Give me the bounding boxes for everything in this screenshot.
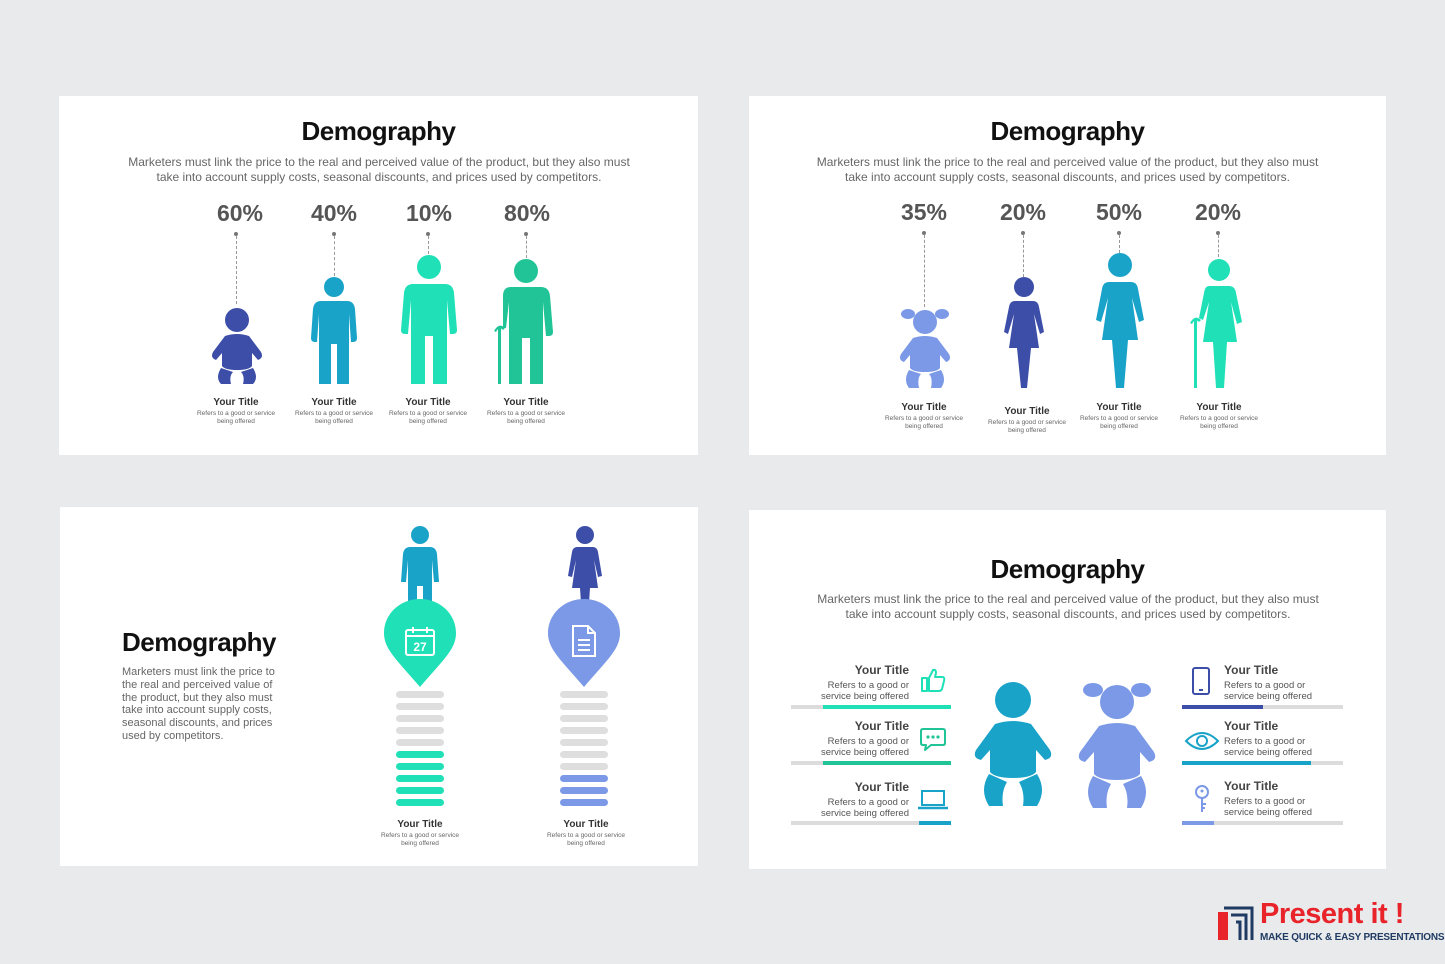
level-bar	[396, 703, 444, 710]
baby-girl-icon	[1075, 678, 1159, 814]
level-bar	[560, 775, 608, 782]
item-title: Your Title	[405, 397, 451, 408]
baby-icon	[971, 680, 1055, 812]
calendar-icon	[404, 625, 436, 657]
item-title: Your Title	[1196, 402, 1242, 413]
item-title: Your Title	[854, 663, 909, 677]
item-title: Your Title	[397, 819, 443, 830]
connector-line	[526, 236, 527, 258]
slide-title: Demography	[990, 554, 1145, 584]
laptop-icon	[917, 788, 949, 812]
percent-label: 60%	[216, 200, 264, 226]
smartphone-icon	[1189, 666, 1213, 696]
item-title: Your Title	[901, 402, 947, 413]
item-title: Your Title	[503, 397, 549, 408]
slide-description: Marketers must link the price to the real and perceived value of the product, but they also must take into account supply costs, seasonal discounts, and prices used by competitors.	[128, 155, 630, 184]
brand-logo	[1218, 898, 1445, 948]
level-bar	[396, 751, 444, 758]
level-bar	[560, 751, 608, 758]
level-bar	[396, 727, 444, 734]
brand-tagline: MAKE QUICK & EASY PRESENTATIONS	[1260, 932, 1445, 943]
calendar-day: 27	[413, 640, 427, 654]
item-title: Your Title	[213, 397, 259, 408]
level-bar	[560, 763, 608, 770]
item-subtitle: Refers to a good or service being offered	[294, 410, 374, 425]
girl-icon	[1003, 276, 1045, 390]
progress-fill	[823, 761, 951, 765]
item-subtitle: Refers to a good or service being offered	[884, 415, 964, 430]
progress-fill	[1182, 705, 1263, 709]
level-bar	[560, 691, 608, 698]
percent-label: 40%	[310, 200, 358, 226]
item-title: Your Title	[1224, 719, 1279, 733]
level-bar	[396, 799, 444, 806]
boy-icon	[309, 276, 359, 388]
woman-icon	[1095, 252, 1145, 390]
slide-title: Demography	[990, 116, 1145, 146]
level-bar	[396, 739, 444, 746]
percent-label: 80%	[503, 200, 551, 226]
connector-line	[236, 236, 237, 304]
connector-line	[1218, 235, 1219, 257]
level-bar	[560, 715, 608, 722]
brand-name: Present it !	[1260, 898, 1404, 930]
brand-mark-icon	[1218, 902, 1254, 940]
item-subtitle: Refers to a good or service being offered	[820, 736, 909, 758]
progress-fill	[1182, 821, 1214, 825]
man-icon	[399, 254, 459, 388]
level-bar	[396, 763, 444, 770]
slide-demography-3	[60, 507, 698, 866]
percent-label: 20%	[1194, 199, 1242, 225]
level-bar	[560, 727, 608, 734]
percent-label: 50%	[1095, 199, 1143, 225]
elderly-woman-icon	[1187, 258, 1247, 390]
slide-title: Demography	[301, 116, 456, 146]
slide-title: Demography	[122, 627, 276, 657]
progress-fill	[823, 705, 951, 709]
item-title: Your Title	[311, 397, 357, 408]
item-subtitle: Refers to a good or service being offered	[196, 410, 276, 425]
connector-line	[1023, 235, 1024, 277]
percent-label: 35%	[900, 199, 948, 225]
level-bar	[560, 799, 608, 806]
slide-description: Marketers must link the price to the real and perceived value of the product, but they also must take into account supply costs, seasonal discounts, and prices used by competitors.	[817, 592, 1319, 621]
item-title: Your Title	[854, 780, 909, 794]
item-title: Your Title	[1004, 406, 1050, 417]
level-bar	[396, 787, 444, 794]
level-bar	[396, 775, 444, 782]
item-subtitle: Refers to a good or service being offered	[820, 680, 909, 702]
level-bar	[396, 691, 444, 698]
item-subtitle: Refers to a good or service being offered	[987, 419, 1067, 434]
document-icon	[570, 624, 598, 658]
item-title: Your Title	[1096, 402, 1142, 413]
level-bar	[560, 787, 608, 794]
item-title: Your Title	[1224, 779, 1279, 793]
connector-line	[428, 236, 429, 254]
eye-icon	[1184, 729, 1220, 753]
level-bar	[396, 715, 444, 722]
item-subtitle: Refers to a good or service being offered	[820, 797, 909, 819]
item-subtitle: Refers to a good or service being offered	[1224, 736, 1313, 758]
item-subtitle: Refers to a good or service being offered	[1224, 680, 1313, 702]
slide-description: Marketers must link the price to the real and perceived value of the product, but they also must take into account supply costs, seasonal discounts, and prices used by competitors.	[122, 666, 275, 742]
progress-fill	[919, 821, 951, 825]
progress-fill	[1182, 761, 1311, 765]
chat-icon	[919, 726, 947, 752]
thumbs-up-icon	[919, 666, 947, 694]
item-title: Your Title	[854, 719, 909, 733]
item-subtitle: Refers to a good or service being offered	[1179, 415, 1259, 430]
item-title: Your Title	[1224, 663, 1279, 677]
key-icon	[1193, 784, 1211, 814]
item-title: Your Title	[563, 819, 609, 830]
level-bar	[560, 739, 608, 746]
slide-demography-2	[749, 96, 1386, 455]
item-subtitle: Refers to a good or service being offered	[388, 410, 468, 425]
baby-icon	[209, 306, 265, 388]
slide-demography-1	[59, 96, 698, 455]
slide-description: Marketers must link the price to the real and perceived value of the product, but they also must take into account supply costs, seasonal discounts, and prices used by competitors.	[816, 155, 1319, 184]
elderly-man-icon	[491, 258, 561, 388]
percent-label: 20%	[999, 199, 1047, 225]
item-subtitle: Refers to a good or service being offered	[546, 832, 626, 847]
item-subtitle: Refers to a good or service being offered	[1224, 796, 1313, 818]
item-subtitle: Refers to a good or service being offered	[1079, 415, 1159, 430]
baby-girl-icon	[897, 306, 953, 392]
item-subtitle: Refers to a good or service being offered	[486, 410, 566, 425]
connector-line	[924, 235, 925, 307]
connector-line	[1119, 235, 1120, 253]
percent-label: 10%	[405, 200, 453, 226]
connector-line	[334, 236, 335, 276]
item-subtitle: Refers to a good or service being offered	[380, 832, 460, 847]
level-bar	[560, 703, 608, 710]
slide-demography-4	[749, 510, 1386, 869]
